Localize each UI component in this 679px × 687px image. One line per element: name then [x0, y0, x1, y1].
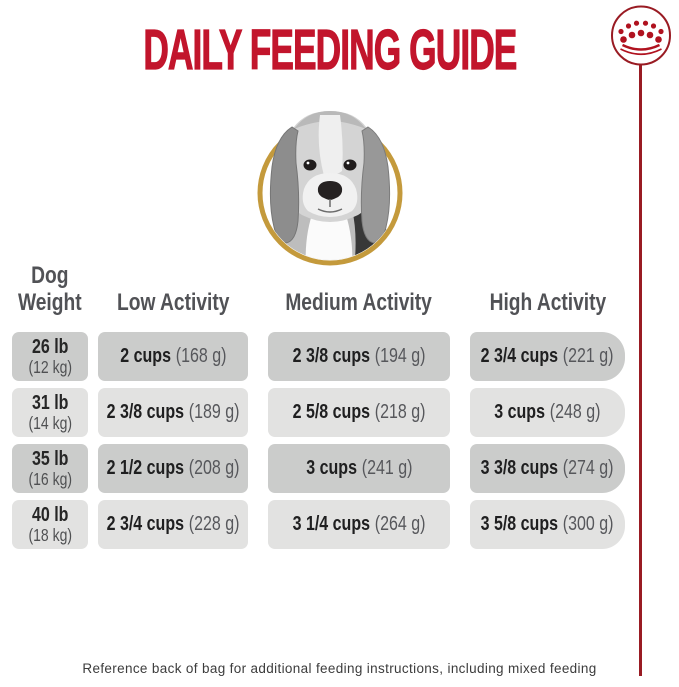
feeding-cell-high-35lb: 3 3/8 cups (274 g) [470, 444, 625, 493]
beagle-dog-photo [240, 85, 420, 270]
footer-note: Reference back of bag for additional feeding instructions, including mixed feeding [82, 661, 597, 676]
feeding-cell-high-31lb: 3 cups (248 g) [470, 388, 625, 437]
feeding-cell-high-40lb: 3 5/8 cups (300 g) [470, 500, 625, 549]
feeding-cell-low-26lb: 2 cups (168 g) [98, 332, 248, 381]
weight-cell-26lb: 26 lb (12 kg) [12, 332, 88, 381]
royal-canin-crown-logo [607, 3, 675, 71]
weight-cell-40lb: 40 lb (18 kg) [12, 500, 88, 549]
feeding-cell-low-35lb: 2 1/2 cups (208 g) [98, 444, 248, 493]
dog-medallion-icon [240, 85, 420, 270]
crown-icon [607, 3, 675, 71]
feeding-cell-high-26lb: 2 3/4 cups (221 g) [470, 332, 625, 381]
page-title [0, 18, 660, 82]
feeding-cell-low-40lb: 2 3/4 cups (228 g) [98, 500, 248, 549]
feeding-cell-low-31lb: 2 3/8 cups (189 g) [98, 388, 248, 437]
feeding-cell-medium-40lb: 3 1/4 cups (264 g) [268, 500, 450, 549]
feeding-cell-medium-26lb: 2 3/8 cups (194 g) [268, 332, 450, 381]
page-title-text: DAILY FEEDING GUIDE [143, 18, 517, 82]
red-vertical-rule [639, 64, 642, 676]
feeding-cell-medium-31lb: 2 5/8 cups (218 g) [268, 388, 450, 437]
feeding-table [12, 332, 625, 549]
weight-cell-31lb: 31 lb (14 kg) [12, 388, 88, 437]
header-medium-activity: Medium Activity [285, 288, 433, 316]
header-low-activity: Low Activity [116, 288, 230, 316]
header-dog-weight-line1: Dog [31, 262, 69, 290]
header-dog-weight [12, 263, 88, 316]
weight-cell-35lb: 35 lb (16 kg) [12, 444, 88, 493]
header-dog-weight-line2: Weight [18, 288, 82, 316]
header-high-activity: High Activity [489, 288, 606, 316]
table-header-row [12, 258, 625, 316]
feeding-cell-medium-35lb: 3 cups (241 g) [268, 444, 450, 493]
